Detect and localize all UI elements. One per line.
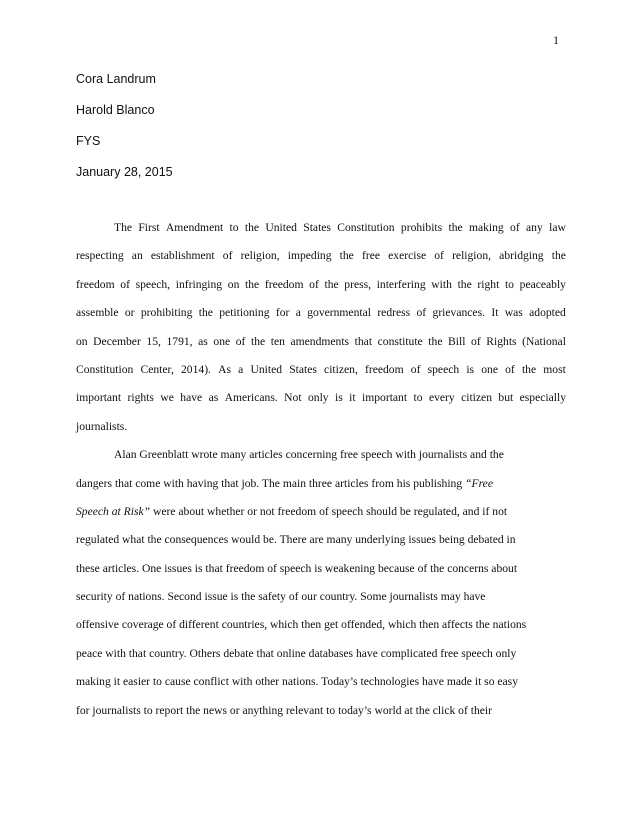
word: impeding xyxy=(287,249,332,263)
word: of xyxy=(120,277,130,291)
page-number: 1 xyxy=(553,33,559,47)
word: prohibiting xyxy=(140,306,193,320)
word: Rights xyxy=(486,334,517,348)
word: press, xyxy=(344,277,372,291)
student-name: Cora Landrum xyxy=(76,72,156,86)
word: of xyxy=(416,306,427,320)
word: of xyxy=(235,334,246,348)
paragraph-1-line xyxy=(76,278,566,306)
word: of xyxy=(471,334,481,348)
word: December xyxy=(93,334,141,348)
word: but xyxy=(498,391,514,405)
word: governmental xyxy=(307,306,371,320)
word: Center, xyxy=(140,362,174,376)
article-title: Speech at Risk” xyxy=(76,504,151,518)
word: interfering xyxy=(376,277,426,291)
word: the xyxy=(324,277,339,291)
word: it xyxy=(349,391,356,405)
word: the xyxy=(198,306,213,320)
word: the xyxy=(339,249,354,263)
word: redress xyxy=(377,306,411,320)
word: most xyxy=(543,362,566,376)
word: law xyxy=(549,221,566,234)
paragraph-1-line xyxy=(76,306,566,334)
word: making xyxy=(468,221,504,234)
heading-block xyxy=(76,72,173,196)
word: of xyxy=(410,362,421,376)
word: amendments xyxy=(290,334,350,348)
paragraph-2-line: peace with that country. Others debate that online databases have complicated free speech only xyxy=(76,646,517,660)
paragraph-1-line xyxy=(76,221,566,249)
word: States xyxy=(303,221,331,234)
word: It xyxy=(491,306,499,320)
word: States xyxy=(289,362,317,376)
word: peaceably xyxy=(519,277,566,291)
word: every xyxy=(428,391,455,405)
word: petitioning xyxy=(219,306,270,320)
paragraph-2-line: making it easier to cause conflict with other nations. Today’s technologies have made it so easy xyxy=(76,675,518,689)
word: As xyxy=(218,362,231,376)
word: the xyxy=(457,277,472,291)
date: January 28, 2015 xyxy=(76,165,173,179)
word: the xyxy=(521,362,537,376)
word: Americans. xyxy=(224,391,278,405)
word: one xyxy=(213,334,231,348)
word: assemble xyxy=(76,306,119,320)
essay-body xyxy=(76,221,566,732)
line-text: dangers that come with having that job. The main three articles from his publishing xyxy=(76,476,466,490)
word: freedom xyxy=(365,362,404,376)
word: United xyxy=(265,221,297,234)
word: is xyxy=(335,391,343,405)
word: a xyxy=(295,306,301,320)
word: Constitution xyxy=(337,221,395,234)
word: United xyxy=(250,362,283,376)
word: 2014). xyxy=(181,362,211,376)
word: abridging xyxy=(499,249,544,263)
word: speech xyxy=(427,362,460,376)
paragraph-2-line xyxy=(76,477,566,505)
word: speech, xyxy=(135,277,171,291)
word: freedom xyxy=(76,277,115,291)
word: of xyxy=(434,249,444,263)
word: establishment xyxy=(150,249,215,263)
word: important xyxy=(76,391,122,405)
word: of xyxy=(505,362,515,376)
paragraph-2-line: Alan Greenblatt wrote many articles concerning free speech with journalists and the xyxy=(114,448,504,462)
word: on xyxy=(76,334,88,348)
word: on xyxy=(227,277,240,291)
word: exercise xyxy=(388,249,427,263)
word: ten xyxy=(270,334,285,348)
word: of xyxy=(309,277,319,291)
word: any xyxy=(526,221,543,234)
word: of xyxy=(510,221,520,234)
word: citizen, xyxy=(324,362,358,376)
paragraph-1-line xyxy=(76,391,566,419)
word: religion, xyxy=(452,249,492,263)
paragraph-2-line: for journalists to report the news or anything relevant to today’s world at the click of their xyxy=(76,703,492,717)
word: constitute xyxy=(377,334,423,348)
word: one xyxy=(481,362,498,376)
paragraph-2-line: security of nations. Second issue is the safety of our country. Some journalists may have xyxy=(76,590,486,604)
word: as xyxy=(198,334,208,348)
word: Not xyxy=(284,391,302,405)
paragraph-1-line xyxy=(76,335,566,363)
word: adopted xyxy=(529,306,566,320)
paragraph-2-line: these articles. One issues is that freedom of speech is weakening because of the concerns about xyxy=(76,561,518,575)
word: the xyxy=(244,221,260,234)
word: to xyxy=(504,277,514,291)
paragraph-1-line xyxy=(76,249,566,277)
word: citizen xyxy=(461,391,492,405)
word: 15, xyxy=(146,334,161,348)
line-text: were about whether or not freedom of speech should be regulated, and if not xyxy=(150,504,508,518)
word: right xyxy=(477,277,500,291)
word: a xyxy=(238,362,244,376)
word: the xyxy=(428,334,443,348)
word: (National xyxy=(522,334,566,348)
instructor-name: Harold Blanco xyxy=(76,103,155,117)
word: we xyxy=(160,391,174,405)
word: to xyxy=(229,221,239,234)
word: prohibits xyxy=(400,221,443,234)
word: for xyxy=(275,306,290,320)
word: Bill xyxy=(448,334,466,348)
paragraph-1-line xyxy=(76,363,566,391)
word: respecting xyxy=(76,249,124,263)
word: an xyxy=(131,249,143,263)
word: freedom xyxy=(264,277,304,291)
word: the xyxy=(551,249,566,263)
paragraph-2-line: regulated what the consequences would be. There are many underlying issues being debated in xyxy=(76,533,516,547)
word: First xyxy=(138,221,160,234)
word: grievances. xyxy=(432,306,485,320)
word: Amendment xyxy=(165,221,224,234)
word: have xyxy=(180,391,203,405)
word: Constitution xyxy=(76,362,134,376)
word: important xyxy=(362,391,408,405)
word: was xyxy=(504,306,523,320)
word: with xyxy=(431,277,452,291)
word: infringing xyxy=(175,277,223,291)
word: to xyxy=(413,391,423,405)
word: 1791, xyxy=(166,334,193,348)
paragraph-2-line: offensive coverage of different countries, which then get offended, which then affects the nations xyxy=(76,618,527,632)
article-title: “Free xyxy=(465,476,493,490)
word: the xyxy=(250,334,266,348)
word: or xyxy=(124,306,135,320)
word: especially xyxy=(519,391,566,405)
paragraph-2-line xyxy=(76,505,566,533)
course-name: FYS xyxy=(76,134,101,148)
word: is xyxy=(466,362,475,376)
word: The xyxy=(114,221,133,234)
word: religion, xyxy=(240,249,280,263)
word: free xyxy=(361,249,380,263)
word: rights xyxy=(127,391,154,405)
word: the xyxy=(245,277,260,291)
word: of xyxy=(222,249,233,263)
word: only xyxy=(307,391,329,405)
word: the xyxy=(448,221,463,234)
paragraph-1-line: journalists. xyxy=(76,419,128,433)
word: that xyxy=(354,334,373,348)
word: as xyxy=(208,391,219,405)
